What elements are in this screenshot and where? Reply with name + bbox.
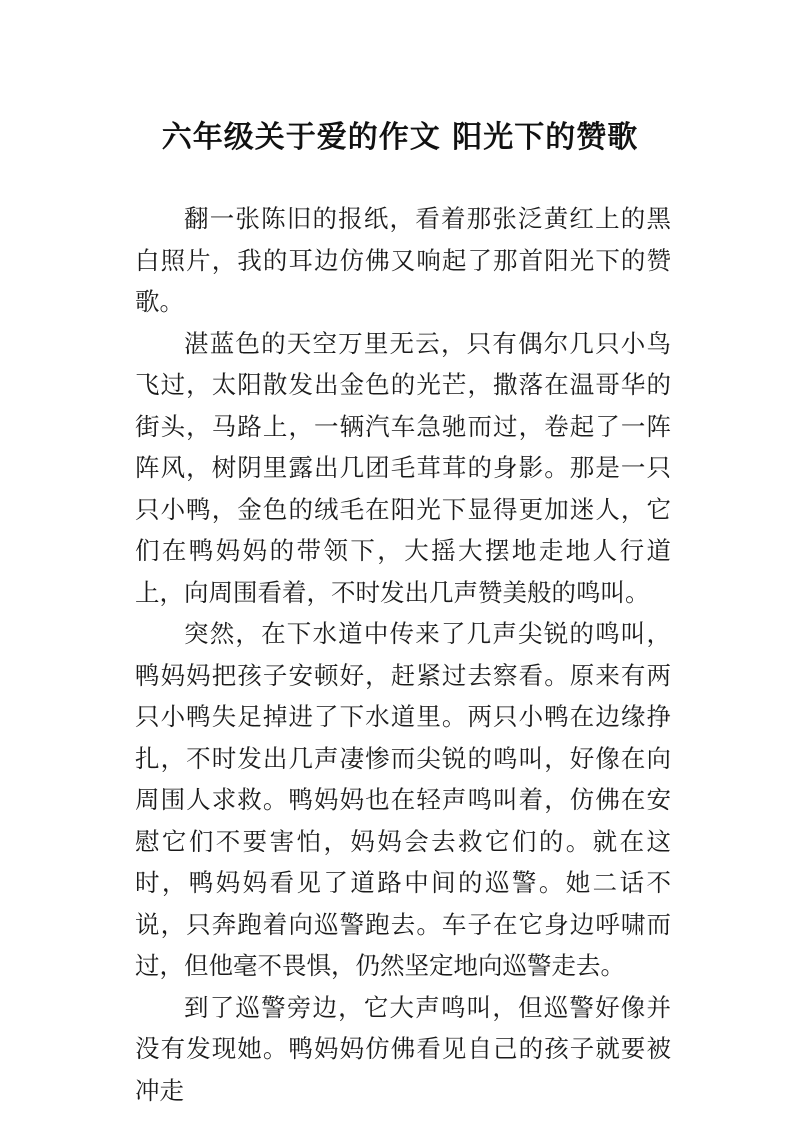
paragraph-3: 突然，在下水道中传来了几声尖锐的鸣叫，鸭妈妈把孩子安顿好，赶紧过去察看。原来有两只小鸭失足掉进了下水道里。两只小鸭在边缘挣扎，不时发出几声凄惨而尖锐的鸣叫，好像在向周围人求救。鸭妈妈也在轻声鸣叫着，仿佛在安慰它们不要害怕，妈妈会去救它们的。就在这时，鸭妈妈看见了道路中间的巡警。她二话不说，只奔跑着向巡警跑去。车子在它身边呼啸而过，但他毫不畏惧，仍然坚定地向巡警走去。 [135, 619, 671, 980]
page-title: 六年级关于爱的作文 阳光下的赞歌 [161, 120, 639, 156]
article-body [135, 198, 671, 1111]
paragraph-4: 到了巡警旁边，它大声鸣叫，但巡警好像并没有发现她。鸭妈妈仿佛看见自己的孩子就要被冲走 [135, 992, 671, 1105]
paragraph-1: 翻一张陈旧的报纸，看着那张泛黄红上的黑白照片，我的耳边仿佛又响起了那首阳光下的赞歌。 [135, 204, 671, 316]
paragraph-2: 湛蓝色的天空万里无云，只有偶尔几只小鸟飞过，太阳散发出金色的光芒，撒落在温哥华的街头，马路上，一辆汽车急驰而过，卷起了一阵阵风，树阴里露出几团毛茸茸的身影。那是一只只小鸭，金色的绒毛在阳光下显得更加迷人，它们在鸭妈妈的带领下，大摇大摆地走地人行道上，向周围看着，不时发出几声赞美般的鸣叫。 [135, 328, 671, 607]
